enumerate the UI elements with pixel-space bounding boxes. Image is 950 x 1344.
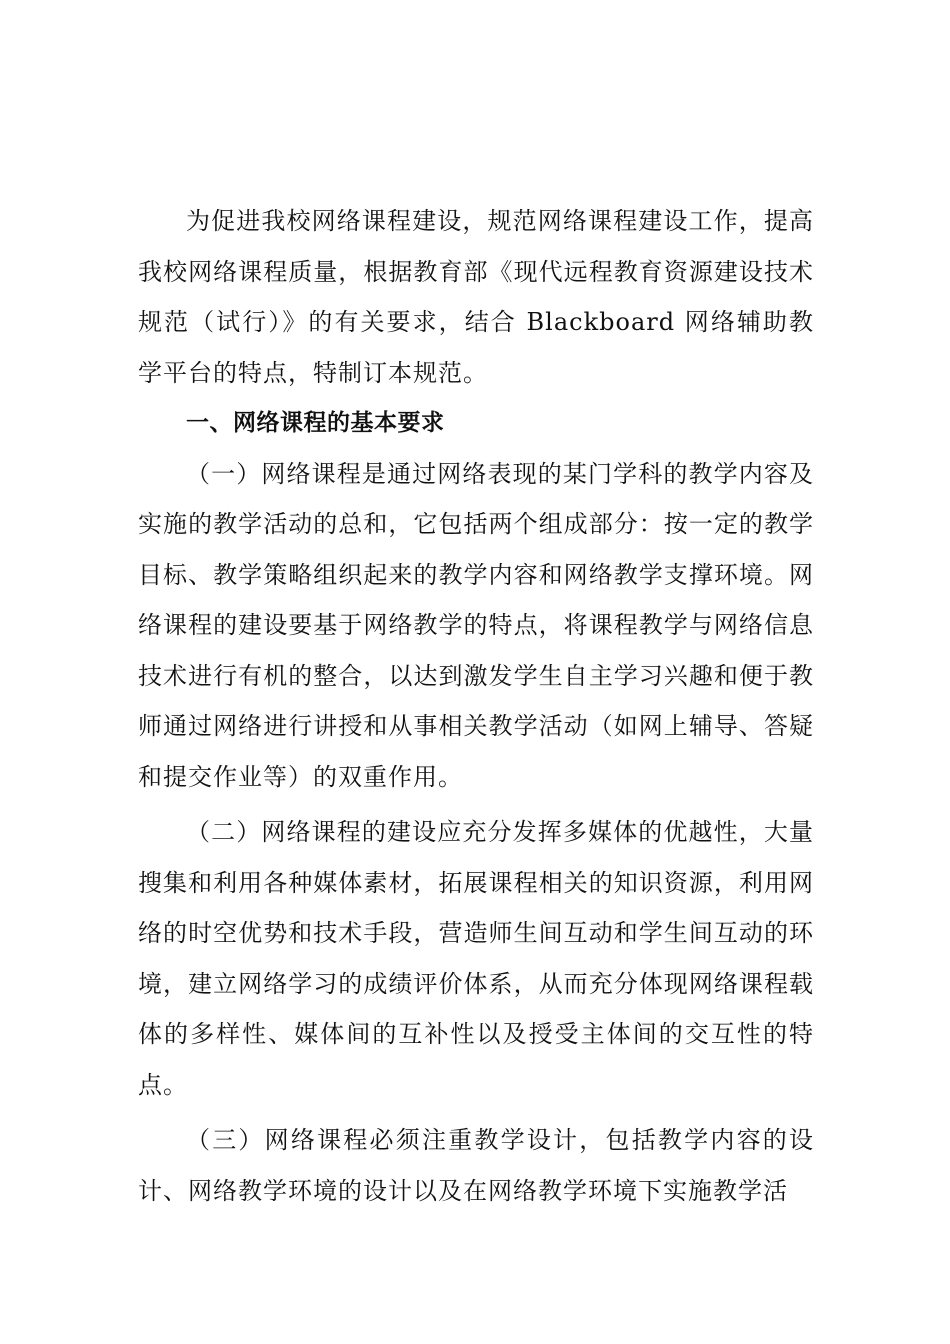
document-body — [138, 196, 814, 1216]
paragraph-item-3: （三）网络课程必须注重教学设计，包括教学内容的设计、网络教学环境的设计以及在网络教学环境下实施教学活 — [138, 1126, 814, 1205]
section-heading: 一、网络课程的基本要求 — [186, 410, 445, 436]
intro-paragraph: 为促进我校网络课程建设，规范网络课程建设工作，提高我校网络课程质量，根据教育部《现代远程教育资源建设技术规范（试行）》的有关要求，结合 Blackboard 网络辅助教学平台的特点，特制订本规范。 — [138, 207, 814, 387]
paragraph-item-1: （一）网络课程是通过网络表现的某门学科的教学内容及实施的教学活动的总和，它包括两个组成部分：按一定的教学目标、教学策略组织起来的教学内容和网络教学支撑环境。网络课程的建设要基于网络教学的特点，将课程教学与网络信息技术进行有机的整合，以达到激发学生自主学习兴趣和便于教师通过网络进行讲授和从事相关教学活动（如网上辅导、答疑和提交作业等）的双重作用。 — [138, 459, 814, 791]
paragraph-item-2: （二）网络课程的建设应充分发挥多媒体的优越性，大量搜集和利用各种媒体素材，拓展课程相关的知识资源，利用网络的时空优势和技术手段，营造师生间互动和学生间互动的环境，建立网络学习的成绩评价体系，从而充分体现网络课程载体的多样性、媒体间的互补性以及授受主体间的交互性的特点。 — [138, 818, 814, 1099]
